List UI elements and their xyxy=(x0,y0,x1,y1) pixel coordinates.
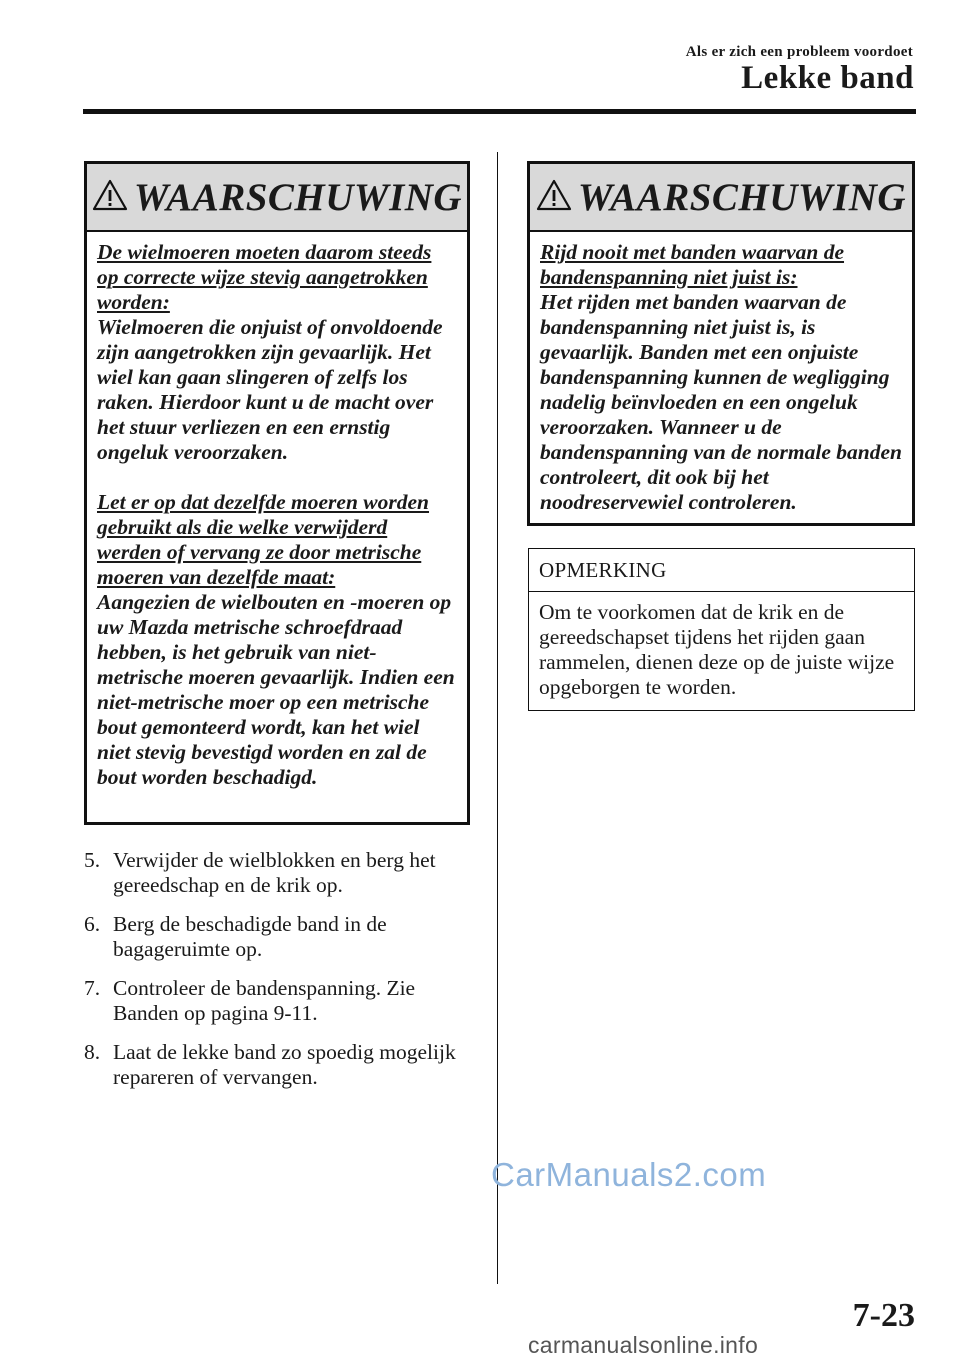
step-number: 5. xyxy=(84,848,101,872)
note-box xyxy=(528,548,915,711)
warning-box-wheel-nuts xyxy=(84,161,470,825)
step-number: 6. xyxy=(84,912,101,936)
warning-title: Let er op dat dezelfde moeren worden gebruikt als die welke verwijderd werden of vervang ze door metrische moeren van dezelfde maat: xyxy=(97,490,430,589)
warning-title: Rijd nooit met banden waarvan de bandenspanning niet juist is: xyxy=(540,240,845,289)
footer-watermark: carmanualsonline.info xyxy=(528,1332,759,1358)
watermark: CarManuals2.com xyxy=(491,1156,767,1193)
warning-triangle-icon xyxy=(92,179,128,211)
step-number: 8. xyxy=(84,1040,101,1064)
warning-text: Aangezien de wielbouten en -moeren op uw Mazda metrische schroefdraad hebben, is het gebruik van niet-metrische moeren gevaarlijk. Indien een niet-metrische moer op een metrische bout gemonteerd wordt, kan het wiel niet stevig bevestigd worden en zal de bout worden beschadigd. xyxy=(97,590,455,789)
list-item xyxy=(84,976,474,1026)
list-item xyxy=(84,912,474,962)
list-item xyxy=(84,1040,474,1090)
warning-header xyxy=(530,164,912,232)
step-list xyxy=(84,848,474,1104)
page-number: 7-23 xyxy=(852,1297,915,1334)
warning-text: Wielmoeren die onjuist of onvoldoende zijn aangetrokken zijn gevaarlijk. Het wiel kan gaan slingeren of zelfs los raken. Hierdoor kunt u de macht over het stuur verliezen en een ernstig ongeluk veroorzaken. xyxy=(97,315,443,464)
list-item xyxy=(84,848,474,898)
note-text: Om te voorkomen dat de krik en de gereedschapset tijdens het rijden gaan rammelen, dienen deze op de juiste wijze opgeborgen te worden. xyxy=(539,600,895,699)
warning-header xyxy=(87,164,467,232)
warning-triangle-icon xyxy=(536,179,572,211)
step-text: Berg de beschadigde band in de bagageruimte op. xyxy=(113,912,387,961)
note-heading: OPMERKING xyxy=(529,549,914,592)
warning-box-tire-pressure xyxy=(527,161,915,526)
warning-heading: WAARSCHUWING xyxy=(133,175,463,219)
header-rule xyxy=(83,109,916,114)
warning-title: De wielmoeren moeten daarom steeds op correcte wijze stevig aangetrokken worden: xyxy=(97,240,432,314)
warning-heading: WAARSCHUWING xyxy=(577,175,907,219)
column-divider xyxy=(497,152,498,1284)
step-text: Laat de lekke band zo spoedig mogelijk repareren of vervangen. xyxy=(113,1040,456,1089)
step-text: Verwijder de wielblokken en berg het gereedschap en de krik op. xyxy=(113,848,436,897)
section-header: Als er zich een probleem voordoet xyxy=(685,44,913,60)
warning-text: Het rijden met banden waarvan de bandenspanning niet juist is, is gevaarlijk. Banden met een onjuiste bandenspanning kunnen de wegligging nadelig beïnvloeden en een ongeluk veroorzaken. Wanneer u de bandenspanning van de normale banden controleert, dit ook bij het noodreservewiel controleren. xyxy=(540,290,902,514)
page-title: Lekke band xyxy=(741,60,914,96)
step-number: 7. xyxy=(84,976,101,1000)
step-text: Controleer de bandenspanning. Zie Banden op pagina 9-11. xyxy=(113,976,416,1025)
